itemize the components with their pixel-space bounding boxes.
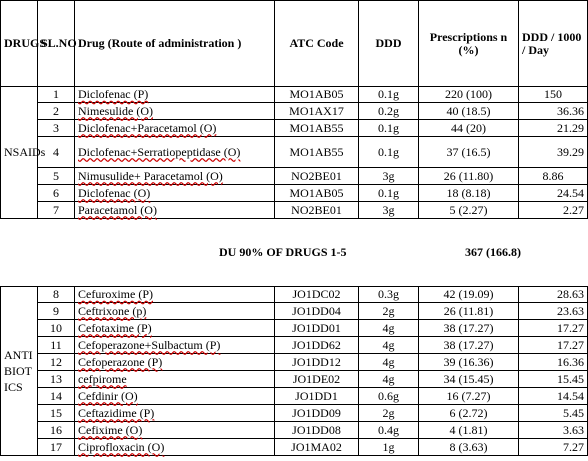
row-number: 8 [38,287,75,303]
ddd-value: 2g [359,405,419,422]
drug-name: Ceftazidime (P) [78,405,155,420]
antibiotics-table [0,286,588,456]
ddd-per-day-value: 5.45 [519,405,588,422]
header-drug [75,1,275,87]
atc-code: MO1AB05 [275,87,359,103]
prescriptions-value: 220 (100) [419,87,519,103]
table-row [1,354,588,371]
prescriptions-value: 34 (15.45) [419,371,519,388]
prescriptions-value: 16 (7.27) [419,388,519,405]
header-ddd-per-day [519,1,588,87]
ddd-value: 4g [359,337,419,354]
header-drugs-label: DRUGS [4,36,47,50]
ddd-value: 3g [359,168,419,185]
drug-name: Cefuroxime (P) [78,287,153,301]
row-number: 6 [38,185,75,202]
drug-name: Paracetamol (O) [78,202,157,217]
drug-name: Diclofenac (O) [78,185,151,200]
ddd-value: 4g [359,354,419,371]
table-row [1,287,588,303]
row-number: 12 [38,354,75,371]
ddd-per-day-value: 36.36 [519,103,588,120]
ddd-per-day-value: 23.63 [519,303,588,320]
table-row [1,405,588,422]
table-row [1,371,588,388]
table-row [1,337,588,354]
table-row [1,303,588,320]
drug-name: Nimesulide (O) [78,103,153,118]
row-number: 1 [38,87,75,103]
ddd-per-day-value: 8.86 [519,168,588,185]
drug-name: Diclofenac (P) [78,87,149,101]
ddd-value: 0.1g [359,137,419,168]
row-number: 13 [38,371,75,388]
atc-code: JO1DE02 [275,371,359,388]
summary-label: DU 90% OF DRUGS 1-5 [219,245,347,259]
group-name: ANTIBIOTICS [4,348,33,394]
prescriptions-value: 40 (18.5) [419,103,519,120]
ddd-value: 0.3g [359,287,419,303]
header-prescriptions-label: Prescriptions n (%) [429,29,508,57]
row-number: 3 [38,120,75,137]
drug-name: Cefixime (O) [78,422,143,437]
drug-name: cefpirome [78,371,127,386]
ddd-value: 0.1g [359,185,419,202]
ddd-per-day-value: 3.63 [519,422,588,439]
prescriptions-value: 18 (8.18) [419,185,519,202]
drug-name: Ceftrixone (p) [78,303,147,318]
drug-name: Diclofenac+Serratiopeptidase (O) [78,144,241,159]
atc-code: MO1AB55 [275,120,359,137]
atc-code: JO1DD01 [275,320,359,337]
row-number: 17 [38,439,75,456]
ddd-value: 1g [359,439,419,456]
ddd-value: 0.2g [359,103,419,120]
ddd-per-day-value: 15.45 [519,371,588,388]
header-drug-label: Drug (Route of administration ) [78,36,242,50]
ddd-value: 0.1g [359,120,419,137]
header-slno [38,1,75,87]
row-number: 9 [38,303,75,320]
table-row [1,137,588,168]
table-row [1,87,588,103]
atc-code: MO1AB05 [275,185,359,202]
ddd-value: 2g [359,303,419,320]
atc-code: MO1AB55 [275,137,359,168]
header-ddd-label: DDD [375,36,402,50]
row-number: 4 [38,137,75,168]
group-name: NSAIDs [4,145,46,159]
prescriptions-value: 37 (16.5) [419,137,519,168]
ddd-per-day-value: 16.36 [519,354,588,371]
table-row [1,185,588,202]
row-number: 15 [38,405,75,422]
ddd-per-day-value: 17.27 [519,320,588,337]
ddd-value: 0.6g [359,388,419,405]
row-number: 5 [38,168,75,185]
prescriptions-value: 44 (20) [419,120,519,137]
ddd-value: 0.4g [359,422,419,439]
ddd-per-day-value: 150 [519,87,588,103]
prescriptions-value: 42 (19.09) [419,287,519,303]
atc-code: JO1DD12 [275,354,359,371]
ddd-value: 3g [359,202,419,219]
atc-code: JO1DC02 [275,287,359,303]
ddd-per-day-value: 24.54 [519,185,588,202]
header-drugs [1,1,47,87]
row-number: 2 [38,103,75,120]
atc-code: JO1DD04 [275,303,359,320]
nsaids-table [0,0,588,219]
row-number: 14 [38,388,75,405]
row-number: 10 [38,320,75,337]
prescriptions-value: 8 (3.63) [419,439,519,456]
drug-name: Diclofenac+Paracetamol (O) [78,120,217,135]
header-row [1,1,588,87]
table-row [1,103,588,120]
prescriptions-value: 38 (17.27) [419,320,519,337]
ddd-per-day-value: 17.27 [519,337,588,354]
drug-name: Cefotaxime (P) [78,320,152,335]
prescriptions-value: 5 (2.27) [419,202,519,219]
atc-code: JO1DD08 [275,422,359,439]
header-atc [275,1,359,87]
prescriptions-value: 6 (2.72) [419,405,519,422]
ddd-value: 4g [359,371,419,388]
atc-code: MO1AX17 [275,103,359,120]
table-row [1,422,588,439]
atc-code: NO2BE01 [275,202,359,219]
ddd-per-day-value: 28.63 [519,287,588,303]
header-slno-label: SL.NO [41,36,77,50]
table-row [1,388,588,405]
summary-band [0,216,587,286]
atc-code: JO1DD62 [275,337,359,354]
atc-code: JO1DD1 [275,388,359,405]
prescriptions-value: 38 (17.27) [419,337,519,354]
ddd-value: 0.1g [359,87,419,103]
group-label-antibiotics [1,287,38,456]
atc-code: JO1MA02 [275,439,359,456]
row-number: 7 [38,202,75,219]
ddd-per-day-value: 21.29 [519,120,588,137]
table-row [1,168,588,185]
header-atc-label: ATC Code [289,36,344,50]
header-prescriptions [419,1,519,87]
row-number: 16 [38,422,75,439]
table-row [1,120,588,137]
ddd-per-day-value: 7.27 [519,439,588,456]
ddd-per-day-value: 39.29 [519,137,588,168]
drug-name: Nimusulide+ Paracetamol (O) [78,168,223,183]
prescriptions-value: 4 (1.81) [419,422,519,439]
group-label-nsaids [1,87,46,219]
atc-code: NO2BE01 [275,168,359,185]
table-row [1,320,588,337]
drug-name: Cefoperazone+Sulbactum (P) [78,337,221,352]
prescriptions-value: 39 (16.36) [419,354,519,371]
ddd-value: 4g [359,320,419,337]
drug-name: Ciprofloxacin (O) [78,439,165,454]
drug-name: Cefoperazone (P) [78,354,163,369]
prescriptions-value: 26 (11.80) [419,168,519,185]
header-ddd [359,1,419,87]
summary-value: 367 (166.8) [465,245,521,259]
header-ddd-per-day-label: DDD / 1000 / Day [522,29,582,57]
ddd-per-day-value: 14.54 [519,388,588,405]
ddd-per-day-value: 2.27 [519,202,588,219]
atc-code: JO1DD09 [275,405,359,422]
row-number: 11 [38,337,75,354]
prescriptions-value: 26 (11.81) [419,303,519,320]
drug-name: Cefdinir (O) [78,388,138,403]
table-row [1,439,588,456]
